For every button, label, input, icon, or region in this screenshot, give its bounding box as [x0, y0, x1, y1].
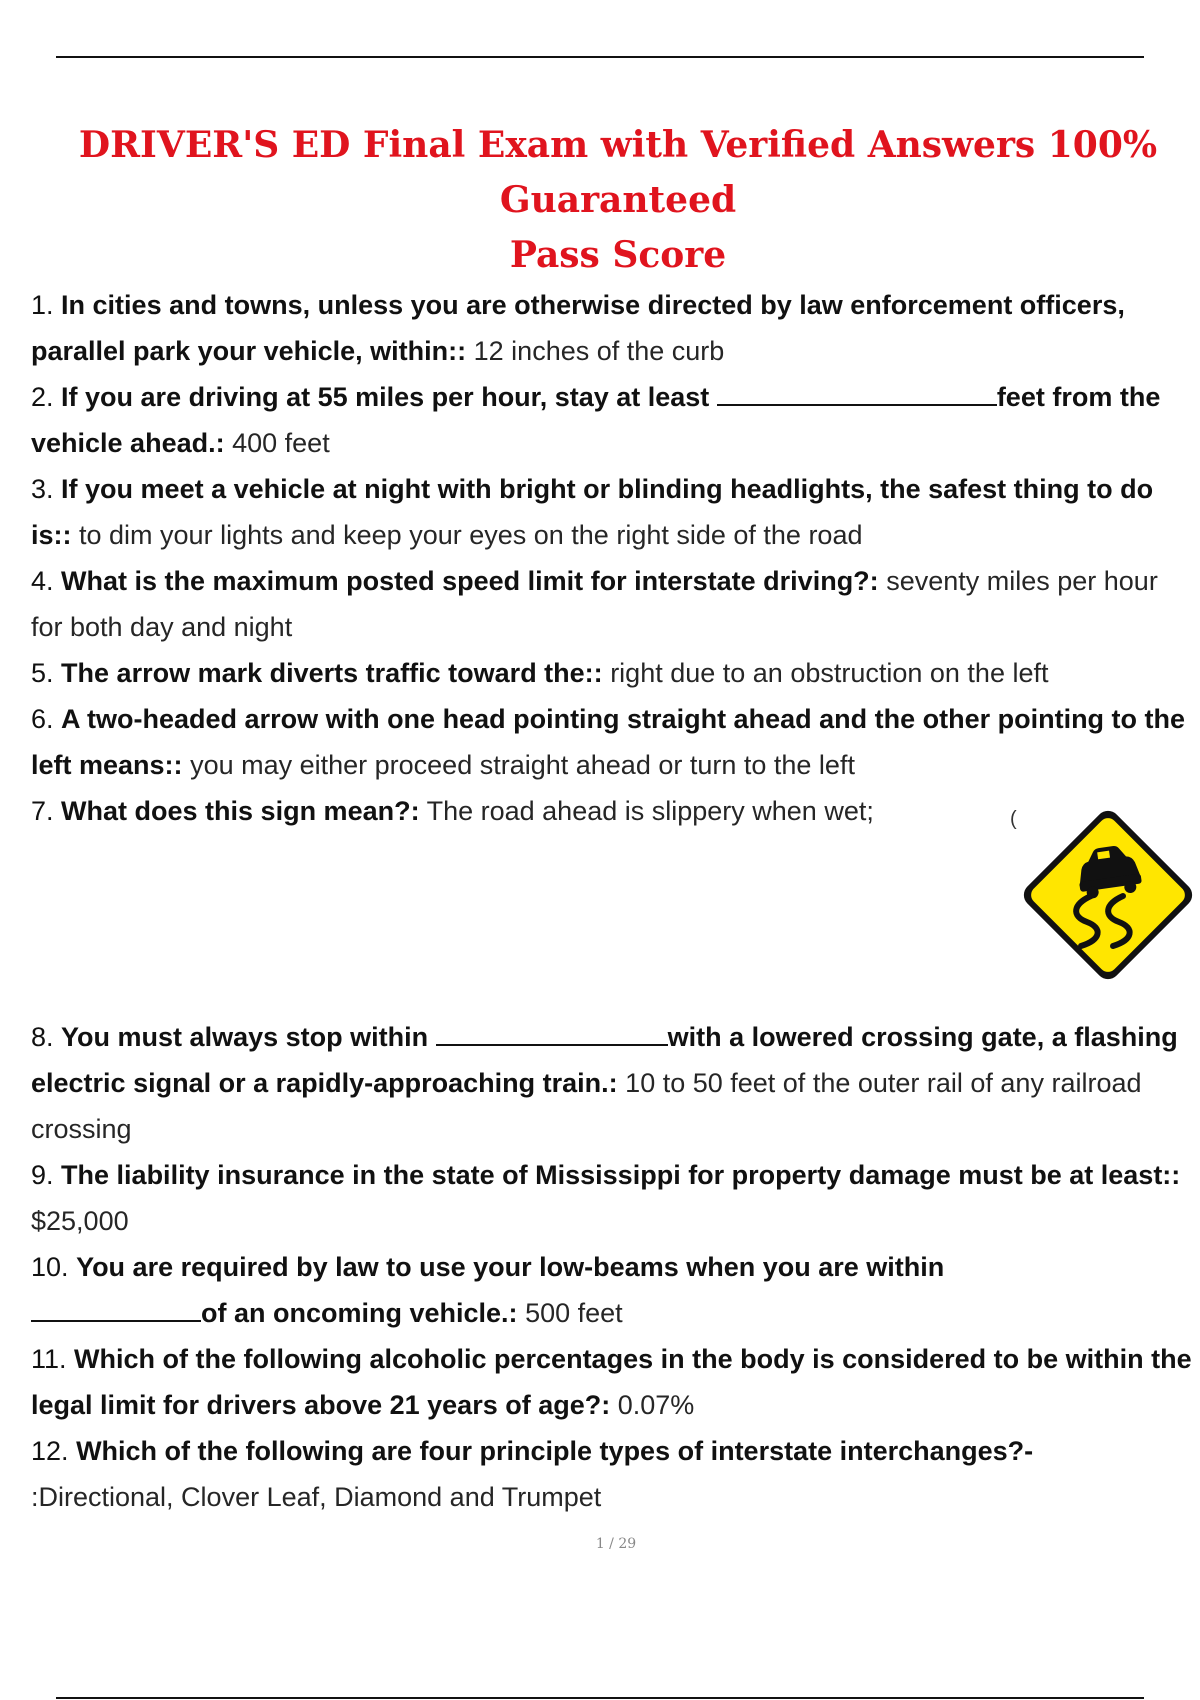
question-9	[31, 1152, 1193, 1244]
question-number: 11.	[31, 1344, 67, 1374]
bottom-divider	[56, 1697, 1144, 1699]
question-4	[31, 558, 1193, 650]
question-11	[31, 1336, 1193, 1428]
question-12	[31, 1428, 1193, 1520]
question-text: You are required by law to use your low-beams when you are within	[76, 1252, 945, 1282]
question-number: 4.	[31, 566, 54, 596]
question-number: 2.	[31, 382, 54, 412]
question-number: 1.	[31, 290, 54, 320]
answer-text: 500 feet	[525, 1298, 623, 1328]
question-text: The arrow mark diverts traffic toward the::	[61, 658, 603, 688]
answer-text: 0.07%	[617, 1390, 695, 1420]
question-number: 12.	[31, 1436, 69, 1466]
answer-text: 12 inches of the curb	[473, 336, 725, 366]
answer-blank	[436, 1020, 668, 1046]
answer-text: seventy miles per hour for both day and night	[31, 566, 1158, 642]
answer-text: $25,000	[31, 1206, 129, 1236]
answer-text: to dim your lights and keep your eyes on the right side of the road	[79, 520, 863, 550]
question-text: If you are driving at 55 miles per hour, stay at least	[61, 382, 710, 412]
question-8	[31, 1014, 1193, 1152]
sign-face	[1027, 814, 1188, 975]
question-1	[31, 282, 1193, 374]
question-text: Which of the following are four principle types of interstate interchanges?-	[76, 1436, 1034, 1466]
question-number: 7.	[31, 796, 54, 826]
question-text: You must always stop within	[61, 1022, 429, 1052]
answer-blank	[31, 1296, 201, 1322]
question-number: 10.	[31, 1252, 69, 1282]
question-2	[31, 374, 1193, 466]
question-text-continued: of an oncoming vehicle.:	[201, 1298, 518, 1328]
question-text: In cities and towns, unless you are otherwise directed by law enforcement officers, parallel park your vehicle, within::	[31, 290, 1125, 366]
question-number: 6.	[31, 704, 54, 734]
answer-text: you may either proceed straight ahead or turn to the left	[190, 750, 855, 780]
question-number: 3.	[31, 474, 54, 504]
slippery-sign-svg	[1013, 800, 1200, 990]
question-text: What does this sign mean?:	[61, 796, 420, 826]
top-divider	[56, 56, 1144, 58]
question-text-continued: feet from the vehicle ahead.:	[31, 382, 1161, 458]
page-indicator: 1 / 29	[595, 1536, 637, 1552]
stray-mark: (	[1010, 808, 1017, 830]
question-text: A two-headed arrow with one head pointing straight ahead and the other pointing to the left means::	[31, 704, 1186, 780]
question-number: 9.	[31, 1160, 54, 1190]
question-text: Which of the following alcoholic percentages in the body is considered to be within the legal limit for drivers above 21 years of age?:	[31, 1344, 1192, 1420]
question-5	[31, 650, 1193, 696]
answer-blank	[717, 380, 997, 406]
question-text: If you meet a vehicle at night with bright or blinding headlights, the safest thing to do is::	[31, 474, 1154, 550]
question-text: The liability insurance in the state of Mississippi for property damage must be at least::	[61, 1160, 1181, 1190]
answer-text: The road ahead is slippery when wet;	[426, 796, 874, 826]
question-6	[31, 696, 1193, 788]
answer-text: 10 to 50 feet of the outer rail of any railroad crossing	[31, 1068, 1142, 1144]
question-10	[31, 1244, 1193, 1336]
document-title: DRIVER'S ED Final Exam with Verified Answers 100% Guaranteed Pass Score	[78, 124, 1158, 276]
question-number: 5.	[31, 658, 54, 688]
answer-text: :Directional, Clover Leaf, Diamond and Trumpet	[31, 1482, 602, 1512]
question-3	[31, 466, 1193, 558]
question-text: What is the maximum posted speed limit for interstate driving?:	[61, 566, 879, 596]
question-number: 8.	[31, 1022, 54, 1052]
answer-text: 400 feet	[232, 428, 330, 458]
slippery-when-wet-sign-icon	[1013, 800, 1200, 990]
answer-text: right due to an obstruction on the left	[610, 658, 1049, 688]
question-text-continued: with a lowered crossing gate, a flashing electric signal or a rapidly-approaching train.:	[31, 1022, 1178, 1098]
